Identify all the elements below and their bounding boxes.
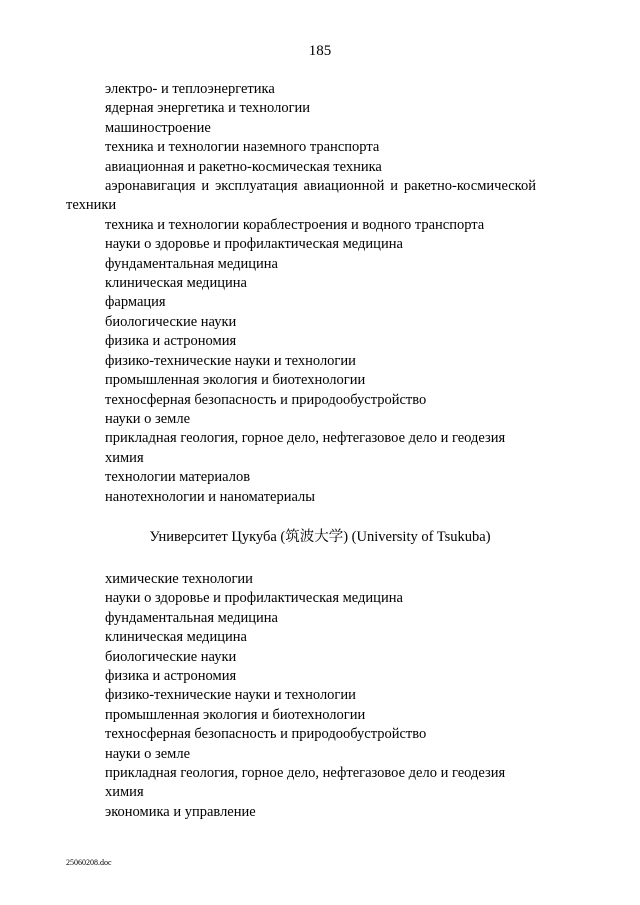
page-number: 185 — [308, 43, 332, 59]
list-item: прикладная геология, горное дело, нефтегазовое дело и геодезия — [105, 765, 506, 782]
list-item: фундаментальная медицина — [105, 609, 278, 626]
list-item: электро- и теплоэнергетика — [105, 81, 275, 97]
university-heading: Университет Цукуба (筑波大学) (University of Tsukuba) — [149, 529, 491, 545]
list-item: физико-технические науки и технологии — [105, 687, 356, 704]
list-item: ядерная энергетика и технологии — [105, 100, 311, 117]
list-item: аэронавигация и эксплуатация авиационной и ракетно-космической техники — [66, 178, 536, 214]
list-item: фармация — [105, 294, 166, 311]
list-item: химия — [105, 784, 144, 801]
list-item: науки о земле — [105, 410, 191, 427]
list-item: науки о здоровье и профилактическая медицина — [105, 236, 403, 253]
list-item: химия — [105, 449, 144, 466]
list-item: прикладная геология, горное дело, нефтегазовое дело и геодезия — [105, 430, 506, 447]
list-item: техника и технологии наземного транспорта — [105, 139, 380, 156]
list-item: экономика и управление — [105, 803, 256, 820]
specialty-list-second — [66, 570, 536, 822]
list-item: техника и технологии кораблестроения и водного транспорта — [105, 216, 485, 233]
list-item: физико-технические науки и технологии — [105, 352, 356, 369]
list-item: физика и астрономия — [105, 668, 237, 685]
list-item: техносферная безопасность и природообустройство — [105, 391, 427, 408]
file-name-footer: 25060208.doc — [66, 858, 112, 867]
list-item: нанотехнологии и наноматериалы — [105, 488, 316, 505]
list-item: биологические науки — [105, 313, 237, 330]
list-item: науки о земле — [105, 745, 191, 762]
list-item: клиническая медицина — [105, 275, 247, 292]
list-item: клиническая медицина — [105, 629, 247, 646]
list-item: промышленная экология и биотехнологии — [105, 372, 366, 389]
list-item: химические технологии — [105, 571, 253, 587]
list-item: промышленная экология и биотехнологии — [105, 706, 366, 723]
list-item: физика и астрономия — [105, 333, 237, 350]
list-item: науки о здоровье и профилактическая медицина — [105, 590, 403, 607]
list-item: машиностроение — [105, 119, 211, 136]
list-item: биологические науки — [105, 648, 237, 665]
list-item: техносферная безопасность и природообустройство — [105, 726, 427, 743]
list-item: технологии материалов — [105, 469, 251, 486]
list-item: фундаментальная медицина — [105, 255, 278, 272]
specialty-list-first — [66, 80, 536, 507]
list-item: авиационная и ракетно-космическая техника — [105, 158, 382, 175]
